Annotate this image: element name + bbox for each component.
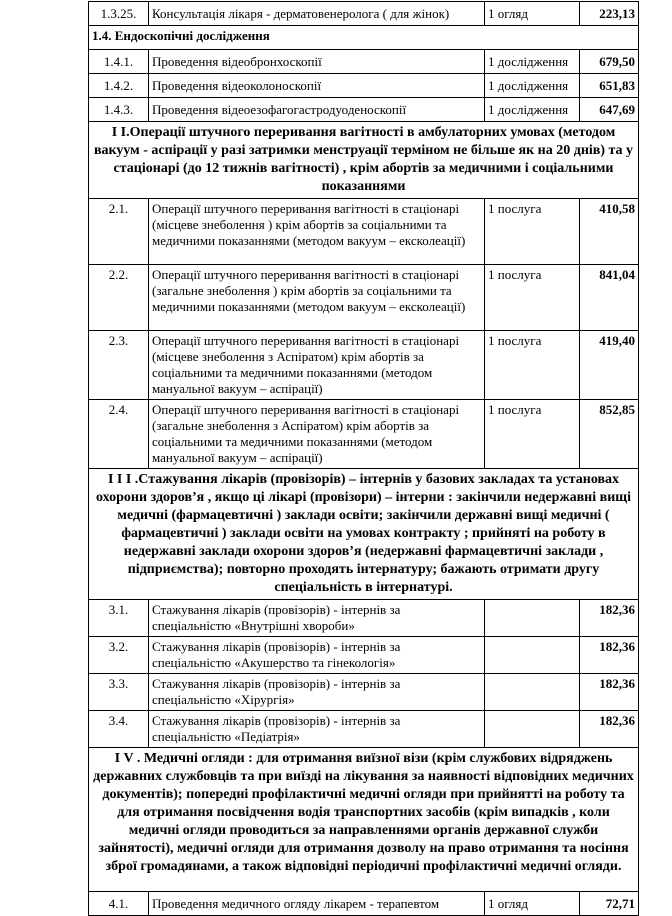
section-title: І V . Медичні огляди : для отримання виїзної візи (крім службових відряджень державних службовців та при виїзді на лікування за наявності відповідних медичних документів); попередні профілактичні медичні огляди при прийнятті на роботу та для отримання посвідчення водія транспортних засобів (крім випадків , коли медичні огляди проводиться за направленнями органів державної служби зайнятості), медичні огляди для отримання дозволу на право отримання та носіння зброї громадянами, а також відповідні періодичні профілактичні медичні огляди.: [89, 748, 639, 892]
service-name: Операції штучного переривання вагітності в стаціонарі (місцеве знеболення з Аспіратом) крім абортів за соціальними та медичними показаннями (методом мануальної вакуум – аспірації): [149, 331, 485, 400]
service-name: Проведення відеоколоноскопії: [149, 74, 485, 98]
item-number: 1.4.2.: [89, 74, 149, 98]
item-number: 1.3.25.: [89, 2, 149, 26]
item-number: 2.1.: [89, 199, 149, 265]
service-name: Стажування лікарів (провізорів) - інтернів за спеціальністю «Педіатрія»: [149, 711, 485, 748]
service-unit: 1 огляд: [485, 2, 580, 26]
table-row: [89, 400, 639, 469]
item-number: 3.2.: [89, 637, 149, 674]
service-name: Операції штучного переривання вагітності в стаціонарі (загальне знеболення ) крім абортів за соціальними та медичними показаннями (методом вакуум – ексколеації): [149, 265, 485, 331]
service-name: Проведення медичного огляду лікарем - терапевтом: [149, 892, 485, 916]
service-price: 182,36: [580, 711, 639, 748]
service-price: 410,58: [580, 199, 639, 265]
item-number: 3.3.: [89, 674, 149, 711]
service-unit: 1 послуга: [485, 331, 580, 400]
item-number: 1.4.1.: [89, 50, 149, 74]
service-name: Стажування лікарів (провізорів) - інтернів за спеціальністю «Хірургія»: [149, 674, 485, 711]
table-row: [89, 2, 639, 26]
service-name: Стажування лікарів (провізорів) - інтернів за спеціальністю «Акушерство та гінекологія»: [149, 637, 485, 674]
service-name: Проведення відеоезофагогастродуоденоскопії: [149, 98, 485, 122]
service-price: 182,36: [580, 600, 639, 637]
section-title: І І.Операції штучного переривання вагітності в амбулаторних умовах (методом вакуум - аспірації у разі затримки менструації терміном не більше як на 20 днів) та у стаціонарі (до 12 тижнів вагітності) , крім абортів за медичними і соціальними показаннями: [89, 122, 639, 199]
service-price: 852,85: [580, 400, 639, 469]
price-list-table: [88, 1, 639, 916]
service-unit: 1 послуга: [485, 199, 580, 265]
item-number: 2.3.: [89, 331, 149, 400]
service-name: Консультація лікаря - дерматовенеролога ( для жінок): [149, 2, 485, 26]
service-price: 223,13: [580, 2, 639, 26]
item-number: 2.4.: [89, 400, 149, 469]
table-row: [89, 331, 639, 400]
table-row: [89, 711, 639, 748]
table-row: [89, 98, 639, 122]
table-row: [89, 674, 639, 711]
table-row: [89, 199, 639, 265]
item-number: 2.2.: [89, 265, 149, 331]
service-price: 647,69: [580, 98, 639, 122]
section-header-row: [89, 748, 639, 892]
service-price: 841,04: [580, 265, 639, 331]
service-name: Операції штучного переривання вагітності в стаціонарі (місцеве знеболення ) крім абортів за соціальними та медичними показаннями (методом вакуум – ексколеації): [149, 199, 485, 265]
item-number: 1.4.3.: [89, 98, 149, 122]
service-price: 182,36: [580, 674, 639, 711]
service-unit: 1 дослідження: [485, 50, 580, 74]
service-price: 679,50: [580, 50, 639, 74]
service-unit: 1 послуга: [485, 400, 580, 469]
service-unit: 1 дослідження: [485, 74, 580, 98]
subsection-header-row: [89, 26, 639, 50]
service-price: 72,71: [580, 892, 639, 916]
service-price: 419,40: [580, 331, 639, 400]
service-name: Стажування лікарів (провізорів) - інтернів за спеціальністю «Внутрішні хвороби»: [149, 600, 485, 637]
section-header-row: [89, 122, 639, 199]
service-price: 651,83: [580, 74, 639, 98]
service-unit: 1 дослідження: [485, 98, 580, 122]
table-row: [89, 600, 639, 637]
service-price: 182,36: [580, 637, 639, 674]
item-number: 3.1.: [89, 600, 149, 637]
table-row: [89, 637, 639, 674]
service-unit: [485, 600, 580, 637]
service-unit: 1 послуга: [485, 265, 580, 331]
item-number: 3.4.: [89, 711, 149, 748]
service-unit: [485, 674, 580, 711]
service-unit: [485, 711, 580, 748]
service-name: Проведення відеобронхоскопії: [149, 50, 485, 74]
section-title: І І І .Стажування лікарів (провізорів) – інтернів у базових закладах та установах охорони здоров’я , якщо ці лікарі (провізори) – інтерни : закінчили недержавні вищі медичні (фармацевтичні ) заклади освіти; закінчили державні вищі медичні ( фармацевтичні ) заклади освіти на умовах контракту ; прийняті на роботу в недержавні заклади охорони здоров’я (недержавні фармацевтичні заклади , підприємства); повторно проходять інтернатуру; бажають отримати другу спеціальність в інтернатурі.: [89, 469, 639, 600]
subsection-title: 1.4. Ендоскопічні дослідження: [89, 26, 639, 50]
section-header-row: [89, 469, 639, 600]
item-number: 4.1.: [89, 892, 149, 916]
table-row: [89, 892, 639, 916]
table-row: [89, 74, 639, 98]
service-unit: [485, 637, 580, 674]
table-row: [89, 265, 639, 331]
service-name: Операції штучного переривання вагітності в стаціонарі (загальне знеболення з Аспіратом) крім абортів за соціальними та медичними показаннями (методом мануальної вакуум – аспірації): [149, 400, 485, 469]
service-unit: 1 огляд: [485, 892, 580, 916]
table-row: [89, 50, 639, 74]
